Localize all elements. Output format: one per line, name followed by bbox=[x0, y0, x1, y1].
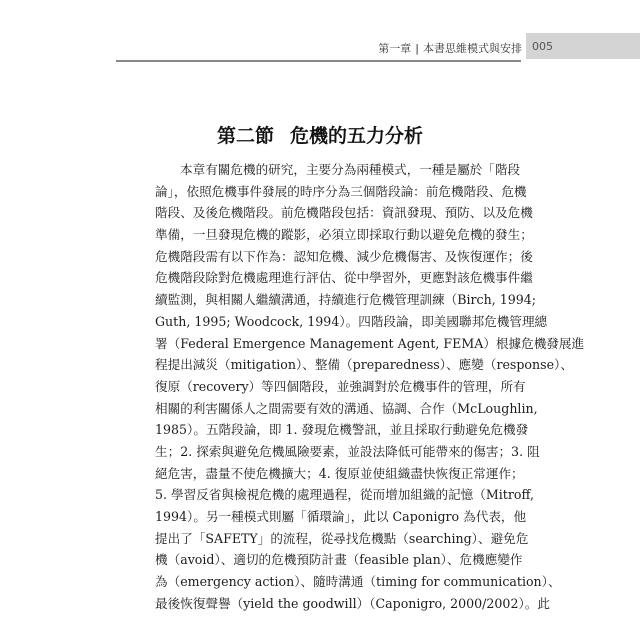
body-line: 危機階段除對危機處理進行評估、從中學習外，更應對該危機事件繼 bbox=[155, 270, 533, 286]
body-line: 論」，依照危機事件發展的時序分為三個階段論：前危機階段、危機 bbox=[155, 183, 527, 199]
body-line: 最後恢復聲譽（yield the goodwill）（Caponigro, 2000/2002）。此 bbox=[155, 595, 550, 611]
body-line: 生；2. 探索與避免危機風險要素，並設法降低可能帶來的傷害；3. 阻 bbox=[155, 443, 540, 459]
body-line: 危機階段需有以下作為：認知危機、減少危機傷害、及恢復運作；後 bbox=[155, 248, 533, 264]
section-number: 第二節 bbox=[216, 125, 274, 147]
page-number: 005 bbox=[532, 40, 553, 53]
body-line: 準備，一旦發現危機的蹤影，必須立即採取行動以避免危機的發生； bbox=[155, 227, 533, 243]
header-rule bbox=[116, 60, 521, 62]
body-line: 署（Federal Emergence Management Agent, FEMA）根據危機發展進 bbox=[155, 335, 585, 351]
body-line: 1985）。五階段論，即 1. 發現危機警訊，並且採取行動避免危機發 bbox=[155, 422, 529, 438]
running-head-separator: | bbox=[415, 42, 419, 55]
chapter-label: 第一章 bbox=[378, 42, 412, 55]
body-line: 復原（recovery）等四個階段，並強調對於危機事件的管理，所有 bbox=[155, 378, 526, 394]
body-line: Guth, 1995; Woodcock, 1994）。四階段論，即美國聯邦危機管理總 bbox=[155, 313, 548, 329]
body-line: 5. 學習反省與檢視危機的處理過程，從而增加組織的記憶（Mitroff, bbox=[155, 487, 534, 503]
body-line: 1994）。另一種模式則屬「循環論」，此以 Caponigro 為代表，他 bbox=[155, 509, 527, 524]
body-line: 續監測，與相關人繼續溝通，持續進行危機管理訓練（Birch, 1994; bbox=[155, 292, 537, 308]
body-line: 提出了「SAFETY」的流程，從尋找危機點（searching）、避免危 bbox=[155, 530, 529, 546]
body-line: 為（emergency action）、隨時溝通（timing for communication）、 bbox=[155, 574, 561, 590]
folio-block bbox=[526, 33, 640, 59]
body-line: 程提出減災（mitigation）、整備（preparedness）、應變（response）、 bbox=[155, 357, 573, 373]
body-line: 機（avoid）、適切的危機預防計畫（feasible plan）、危機應變作 bbox=[155, 552, 523, 568]
chapter-title: 本書思維模式與安排 bbox=[423, 42, 522, 55]
body-line: 本章有關危機的研究，主要分為兩種模式，一種是屬於「階段 bbox=[180, 162, 521, 177]
body-text bbox=[155, 159, 585, 614]
body-line: 相關的利害關係人之間需要有效的溝通、協調、合作（McLoughlin, bbox=[155, 400, 538, 416]
body-line: 階段、及後危機階段。前危機階段包括：資訊發現、預防、以及危機 bbox=[155, 205, 533, 221]
running-head bbox=[378, 40, 522, 56]
body-line: 絕危害，盡量不使危機擴大；4. 復原並使組織盡快恢復正常運作； bbox=[155, 465, 524, 481]
section-heading: 危機的五力分析 bbox=[290, 125, 424, 147]
section-title bbox=[0, 121, 640, 148]
